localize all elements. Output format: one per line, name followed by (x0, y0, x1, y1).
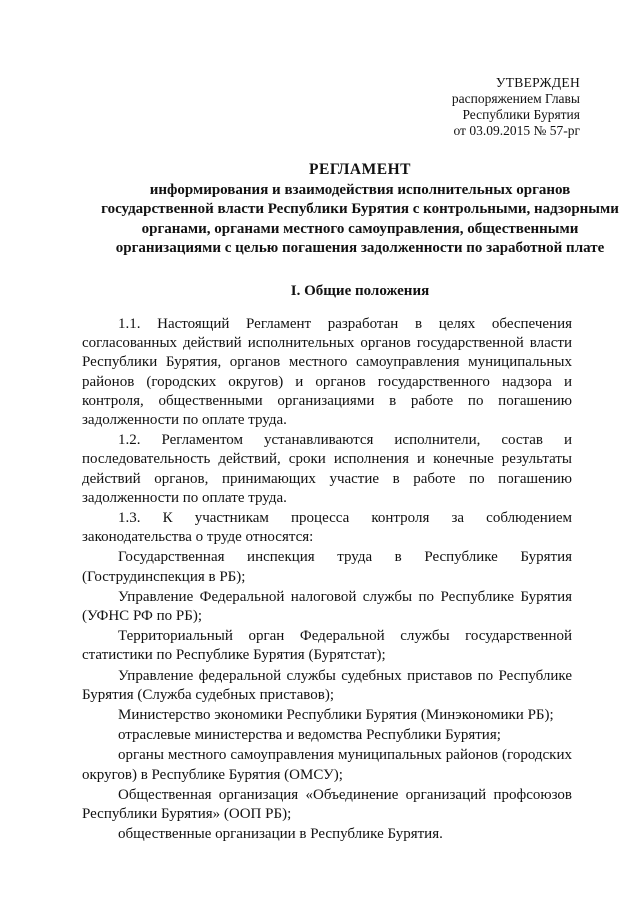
approval-by: распоряжением Главы (451, 91, 580, 106)
approval-status: УТВЕРЖДЕН (495, 75, 580, 90)
approval-date-number: от 03.09.2015 № 57-рг (453, 123, 580, 138)
participant-item: Территориальный орган Федеральной службы государственной статистики по Республике Бурятия (Бурятстат); (82, 628, 572, 664)
paragraph-1-3: 1.3. К участникам процесса контроля за соблюдением законодательства о труде относятся: (82, 510, 572, 546)
title-subtitle: информирования и взаимодействия исполнительных органов государственной власти Республики Бурятия с контрольными, надзорными органами, органами местного самоуправления, общественными организациями с целью погашения задолженности по заработной плате (101, 181, 619, 256)
document-body (82, 315, 572, 844)
participant-item: Министерство экономики Республики Бурятия (Минэкономики РБ); (118, 707, 554, 724)
approval-stamp (452, 75, 580, 139)
document-title (100, 160, 620, 259)
participant-item: органы местного самоуправления муниципальных районов (городских округов) в Республике Бурятия (ОМСУ); (82, 747, 572, 783)
title-main: РЕГЛАМЕНТ (309, 161, 411, 178)
section-heading: I. Общие положения (290, 283, 430, 299)
participant-item: Управление федеральной службы судебных приставов по Республике Бурятия (Служба судебных приставов); (82, 667, 572, 703)
participant-item: общественные организации в Республике Бурятия. (118, 826, 443, 843)
participant-item: отраслевые министерства и ведомства Республики Бурятия; (118, 727, 501, 744)
approval-authority: Республики Бурятия (462, 107, 580, 122)
participant-item: Общественная организация «Объединение организаций профсоюзов Республики Бурятия» (ООП РБ); (82, 786, 572, 823)
paragraph-1-2: 1.2. Регламентом устанавливаются исполнители, состав и последовательность действий, сроки исполнения и конечные результаты действий органов, принимающих участие в работе по погашению задолженности по оплате труда. (82, 432, 572, 506)
participant-item: Управление Федеральной налоговой службы по Республике Бурятия (УФНС РФ по РБ); (82, 588, 572, 625)
paragraph-1-1: 1.1. Настоящий Регламент разработан в целях обеспечения согласованных действий исполнительных органов государственной власти Республики Бурятия, органов местного самоуправления муниципальных районов (городских округов) и органов государственного надзора и контроля, общественными организациями в работе по погашению задолженности по оплате труда. (82, 316, 572, 429)
participant-item: Государственная инспекция труда в Республике Бурятия (Гострудинспекция в РБ); (82, 549, 572, 585)
